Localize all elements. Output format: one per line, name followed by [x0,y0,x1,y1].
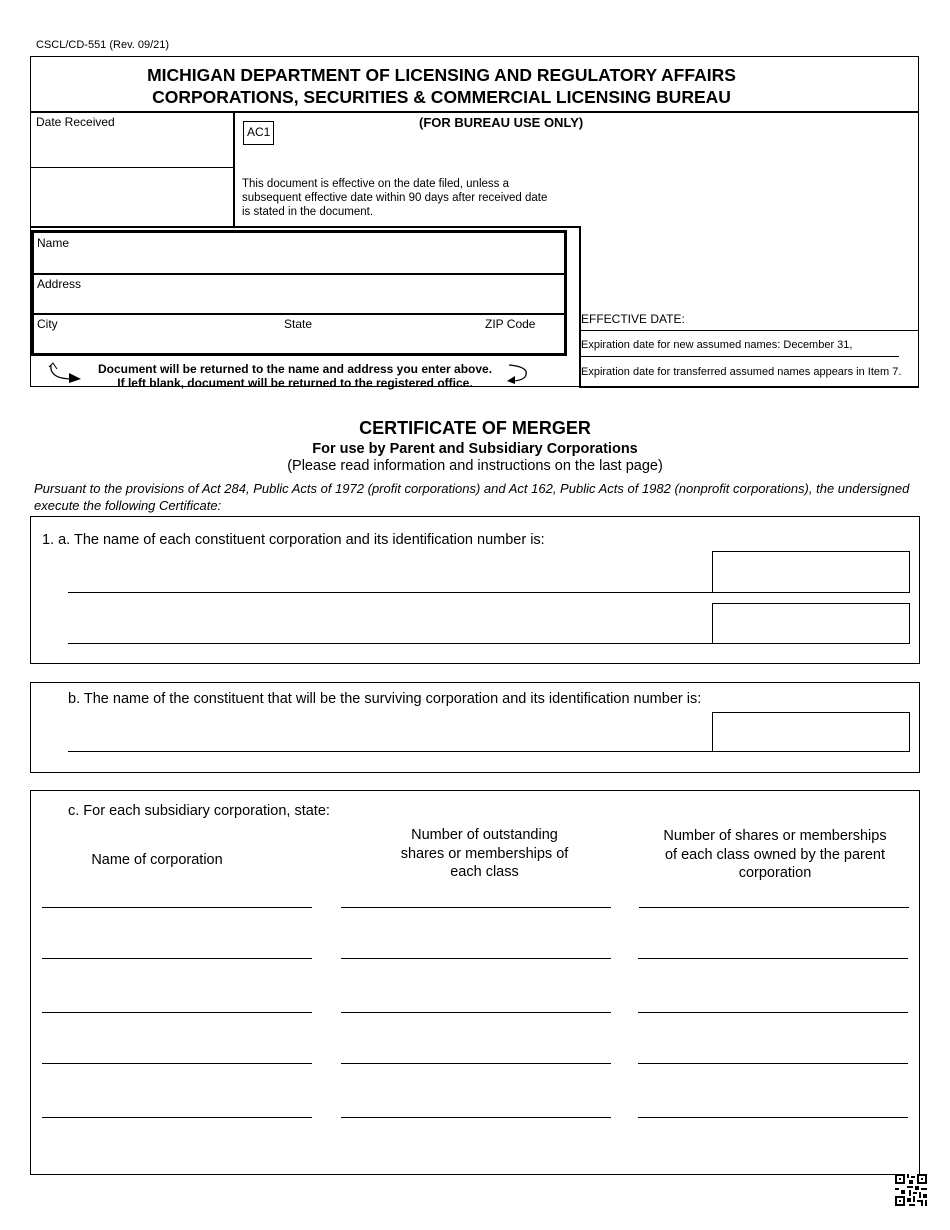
subsidiary-name-line-5[interactable] [42,1117,312,1118]
effective-note: This document is effective on the date filed, unless a subsequent effective date within 90 days after received date is stated in the document. [242,178,548,218]
subsidiary-owned-line-2[interactable] [638,958,908,959]
subsidiary-name-line-3[interactable] [42,1012,312,1013]
department-title-line1: MICHIGAN DEPARTMENT OF LICENSING AND REGULATORY AFFAIRS [147,65,736,85]
corporation-id-box-2[interactable] [712,603,910,644]
subsidiary-owned-line-4[interactable] [638,1063,908,1064]
expiration-transferred-note: Expiration date for transferred assumed names appears in Item 7. [581,366,902,378]
ac1-box: AC1 [243,121,274,145]
effective-date-label: EFFECTIVE DATE: [581,312,685,326]
zip-label: ZIP Code [485,317,536,331]
subsidiary-outstanding-line-5[interactable] [341,1117,611,1118]
curved-arrow-left-icon [47,361,83,385]
subsidiary-name-line-2[interactable] [42,958,312,959]
section-1a-label: 1. a. The name of each constituent corporation and its identification number is: [42,532,545,548]
date-received-label: Date Received [36,115,115,129]
name-field[interactable] [35,250,561,272]
city-state-zip-field[interactable] [35,331,561,351]
certificate-title: CERTIFICATE OF MERGER [359,418,591,438]
curved-arrow-right-icon [505,361,533,385]
corporation-name-line-2[interactable] [68,643,713,644]
subsidiary-outstanding-line-1[interactable] [341,907,611,908]
subsidiary-owned-line-5[interactable] [638,1117,908,1118]
department-title [30,64,853,108]
subsidiary-name-line-1[interactable] [42,907,312,908]
column-header-parent-owned-shares: Number of shares or memberships of each class owned by the parent corporation [663,828,887,881]
return-note [80,362,510,390]
column-header-name: Name of corporation [91,852,223,868]
effective-bottom-line [579,386,919,388]
bureau-vertical-divider [233,111,235,227]
qr-code-icon [895,1174,927,1206]
city-label: City [37,317,58,331]
subsidiary-owned-line-1[interactable] [639,907,909,908]
effective-date-line [580,330,919,331]
corporation-name-line-1[interactable] [68,592,713,593]
surviving-corporation-name-line[interactable] [68,751,713,752]
address-field[interactable] [35,291,561,312]
name-label: Name [37,236,70,250]
state-label: State [284,317,313,331]
instructions-note: (Please read information and instructions on the last page) [287,458,663,474]
department-title-line2: CORPORATIONS, SECURITIES & COMMERCIAL LICENSING BUREAU [152,87,731,107]
subsidiary-outstanding-line-2[interactable] [341,958,611,959]
surviving-corporation-id-box[interactable] [712,712,910,752]
section-1c-label: c. For each subsidiary corporation, state: [68,803,330,819]
subsidiary-name-line-4[interactable] [42,1063,312,1064]
preamble: Pursuant to the provisions of Act 284, Public Acts of 1972 (profit corporations) and Act 162, Public Acts of 1982 (nonprofit corporations), the undersigned execute the following Certificate: [34,481,910,513]
return-note-line1: Document will be returned to the name and address you enter above. [97,362,493,376]
return-note-line2: If left blank, document will be returned to the registered office. [117,376,473,390]
subsidiary-outstanding-line-4[interactable] [341,1063,611,1064]
certificate-subtitle: For use by Parent and Subsidiary Corporations [312,441,638,457]
bureau-use-label: (FOR BUREAU USE ONLY) [419,115,584,130]
subsidiary-outstanding-line-3[interactable] [341,1012,611,1013]
subsidiary-owned-line-3[interactable] [638,1012,908,1013]
expiration-new-line [580,356,899,357]
bureau-bottom-divider [30,226,580,228]
column-header-outstanding-shares: Number of outstanding shares or memberships of each class [400,827,569,880]
address-divider [34,313,564,315]
date-received-divider [30,167,233,168]
header-divider [30,111,919,113]
section-1b-label: b. The name of the constituent that will be the surviving corporation and its identification number is: [68,691,702,707]
form-id: CSCL/CD-551 (Rev. 09/21) [36,39,170,51]
expiration-new-note: Expiration date for new assumed names: December 31, [581,339,853,351]
address-label: Address [37,277,82,291]
name-divider [34,273,564,275]
effective-vertical-divider [579,226,581,387]
corporation-id-box-1[interactable] [712,551,910,593]
